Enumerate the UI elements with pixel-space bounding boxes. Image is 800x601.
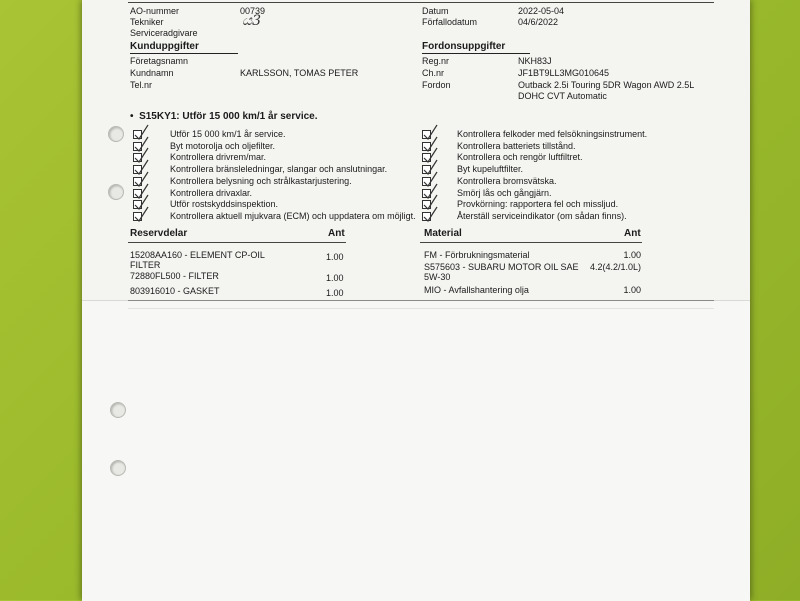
checklist-item-label: Kontrollera och rengör luftfiltret. <box>457 152 583 163</box>
checklist-item-label: Provkörning: rapportera fel och missljud. <box>457 199 619 210</box>
material-qty: 4.2(4.2/1.0L) <box>589 262 641 272</box>
part-description: 803916010 - GASKET <box>130 286 220 296</box>
chassis-label: Ch.nr <box>422 68 445 78</box>
punch-hole <box>108 184 124 200</box>
phone-label: Tel.nr <box>130 80 153 90</box>
checklist-item-label: Utför rostskyddsinspektion. <box>170 199 279 210</box>
checklist-item-label: Kontrollera drivrem/mar. <box>170 152 267 163</box>
material-description: FM - Förbrukningsmaterial <box>424 250 530 260</box>
material-description: MIO - Avfallshantering olja <box>424 285 529 295</box>
service-title-text: S15KY1: Utför 15 000 km/1 år service. <box>139 111 318 122</box>
bottom-rule <box>128 300 714 301</box>
checklist-item-label: Kontrollera batteriets tillstånd. <box>457 140 576 151</box>
model-line2: DOHC CVT Automatic <box>518 91 607 101</box>
punch-hole <box>110 402 126 418</box>
chassis-value: JF1BT9LL3MG010645 <box>518 68 610 78</box>
company-label: Företagsnamn <box>130 56 189 66</box>
reg-value: NKH83J <box>518 56 552 66</box>
forfallo-value: 04/6/2022 <box>518 17 559 27</box>
checklist-item-label: Kontrollera aktuell mjukvara (ECM) och uppdatera om möjligt. <box>170 210 416 221</box>
radgivare-label: Serviceradgivare <box>130 28 198 38</box>
checklist-item-label: Återställ serviceindikator (om sådan finns). <box>457 210 627 221</box>
checklist-item-label: Kontrollera felkoder med felsökningsinstrument. <box>457 129 648 139</box>
material-heading: Material <box>424 228 462 239</box>
top-rule <box>128 2 714 3</box>
part-qty: 1.00 <box>326 273 344 283</box>
part-qty: 1.00 <box>326 288 344 298</box>
reg-label: Reg.nr <box>422 56 450 66</box>
part-description: 72880FL500 - FILTER <box>130 271 219 281</box>
material-description: S575603 - SUBARU MOTOR OIL SAE <box>424 262 579 272</box>
handwritten-check-icon <box>134 209 150 225</box>
datum-value: 2022-05-04 <box>518 6 565 16</box>
checklist-item-label: Byt motorolja och oljefilter. <box>170 140 276 151</box>
part-description: 15208AA160 - ELEMENT CP-OIL <box>130 250 265 260</box>
part-description-cont: FILTER <box>130 260 161 270</box>
material-qty: 1.00 <box>623 285 641 295</box>
punch-hole <box>108 126 124 142</box>
vehicle-heading-underline <box>422 53 530 54</box>
checklist-item-label: Kontrollera bränsleledningar, slangar och anslutningar. <box>170 164 388 175</box>
tekniker-label: Tekniker <box>130 17 164 27</box>
checklist-item-label: Kontrollera drivaxlar. <box>170 187 253 198</box>
name-value: KARLSSON, TOMAS PETER <box>240 68 359 78</box>
parts-qty-heading: Ant <box>328 228 345 239</box>
part-qty: 1.00 <box>326 252 344 262</box>
checklist-item-label: Kontrollera bromsvätska. <box>457 175 557 186</box>
checklist-item-label: Byt kupeluftfilter. <box>457 164 524 175</box>
checklist-item-label: Smörj lås och gångjärn. <box>457 187 552 198</box>
fold-line <box>128 308 714 309</box>
paper-lower-section <box>82 300 750 601</box>
punch-hole <box>110 460 126 476</box>
tekniker-signature: ය3 <box>242 13 261 29</box>
customer-heading-underline <box>130 53 238 54</box>
name-label: Kundnamn <box>130 68 174 78</box>
customer-heading: Kunduppgifter <box>130 41 199 52</box>
bullet: • <box>130 111 140 122</box>
checklist-item-label: Kontrollera belysning och strålkastarjustering. <box>170 175 352 186</box>
handwritten-check-icon <box>423 209 439 225</box>
vehicle-heading: Fordonsuppgifter <box>422 41 506 52</box>
checklist-item-label: Utför 15 000 km/1 år service. <box>170 129 286 139</box>
model-line1: Outback 2.5i Touring 5DR Wagon AWD 2.5L <box>518 80 695 90</box>
material-description-cont: 5W-30 <box>424 272 451 282</box>
datum-label: Datum <box>422 6 449 16</box>
parts-heading: Reservdelar <box>130 228 188 239</box>
material-header-rule <box>420 242 642 243</box>
ao-label: AO-nummer <box>130 6 180 16</box>
model-label: Fordon <box>422 80 451 90</box>
material-qty: 1.00 <box>623 250 641 260</box>
material-qty-heading: Ant <box>624 228 641 239</box>
service-title <box>130 112 318 122</box>
ao-value: 00739 <box>240 6 266 16</box>
forfallo-label: Förfallodatum <box>422 17 478 27</box>
parts-header-rule <box>128 242 346 243</box>
